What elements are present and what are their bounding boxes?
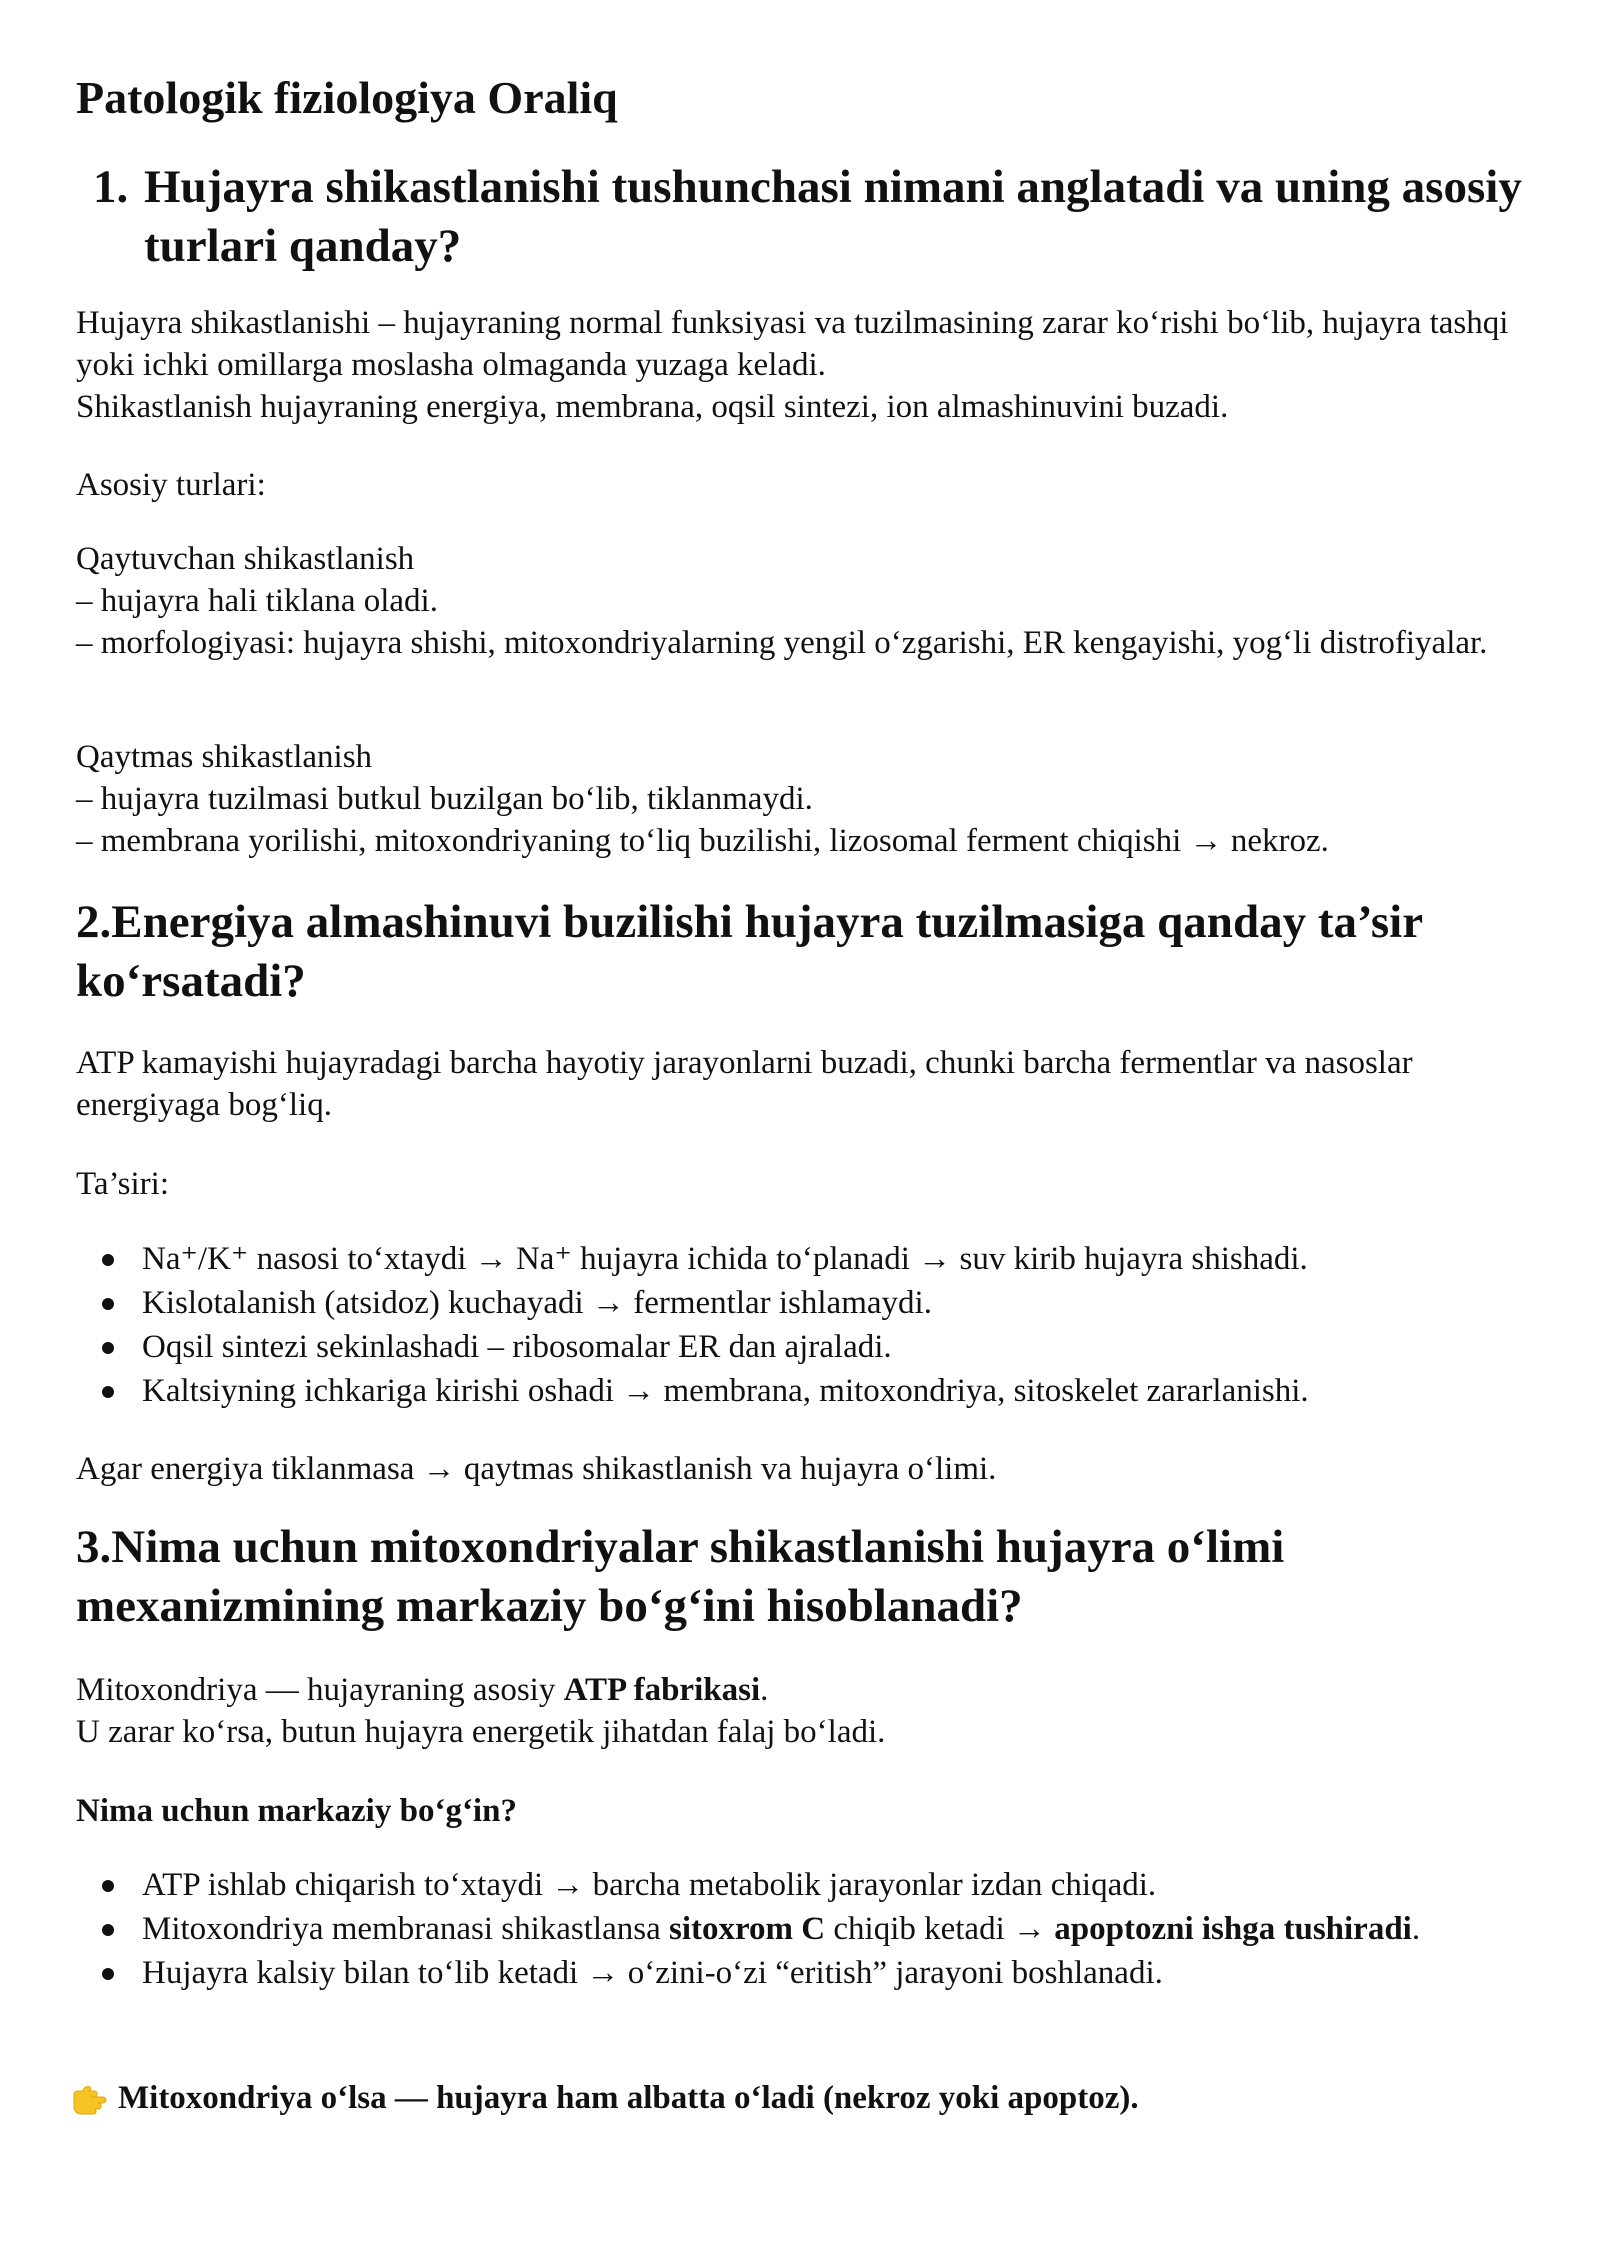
q2-bullet-1: Na⁺/K⁺ nasosi to‘xtaydi → Na⁺ hujayra ichida to‘planadi → suv kirib hujayra shishadi.: [142, 1241, 1308, 1277]
q1-paragraph-2: Shikastlanish hujayraning energiya, membrana, oqsil sintezi, ion almashinuvini buzadi.: [76, 389, 1229, 425]
q3-paragraph-2: U zarar ko‘rsa, butun hujayra energetik jihatdan falaj bo‘ladi.: [76, 1714, 886, 1750]
q1-reversible-title: Qaytuvchan shikastlanish: [76, 541, 415, 577]
q3-intro-block: [76, 1669, 1536, 1753]
q2-bullet-3: Oqsil sintezi sekinlashadi – ribosomalar ER dan ajraladi.: [142, 1329, 892, 1365]
bullet-icon: [102, 1880, 114, 1892]
list-item: [140, 1863, 1536, 1907]
list-item: [140, 1325, 1536, 1369]
question-3-title: 3.Nima uchun mitoxondriyalar shikastlanishi hujayra o‘limi mexanizmining markaziy bo‘g‘ini hisoblanadi?: [76, 1521, 1285, 1632]
bullet-icon: [102, 1968, 114, 1980]
q3-paragraph-1-end: .: [760, 1672, 769, 1708]
q2-effects-label: Ta’siri:: [76, 1166, 170, 1202]
q2-intro-block: [76, 1042, 1536, 1126]
q1-types-label: Asosiy turlari:: [76, 467, 266, 503]
question-1-title: 1. Hujayra shikastlanishi tushunchasi nimani anglatadi va uning asosiy turlari qanday?: [140, 158, 1536, 276]
q3-bullet-3: Hujayra kalsiy bilan to‘lib ketadi → o‘zini-o‘zi “eritish” jarayoni boshlanadi.: [142, 1955, 1163, 1991]
list-item: [140, 1951, 1536, 1995]
bullet-icon: [102, 1386, 114, 1398]
q1-irreversible-line-2: – membrana yorilishi, mitoxondriyaning to‘liq buzilishi, lizosomal ferment chiqishi → nekroz.: [76, 823, 1329, 859]
q3-atp-factory-text: ATP fabrikasi: [563, 1672, 761, 1708]
final-note-line: [72, 2077, 1532, 2119]
bullet-icon: [102, 1298, 114, 1310]
q3-paragraph-1-text: Mitoxondriya — hujayraning asosiy: [76, 1672, 564, 1708]
q3-reasons-list: [76, 1863, 1536, 1995]
bullet-icon: [102, 1254, 114, 1266]
q3-bullet-2-end: .: [1411, 1911, 1421, 1947]
q3-apoptosis-text: apoptozni ishga tushiradi: [1054, 1911, 1412, 1947]
q2-conclusion: Agar energiya tiklanmasa → qaytmas shikastlanish va hujayra o‘limi.: [76, 1451, 997, 1487]
q2-effects-list: [76, 1237, 1536, 1413]
q1-paragraph-1: Hujayra shikastlanishi – hujayraning normal funksiyasi va tuzilmasining zarar ko‘rishi bo‘lib, hujayra tashqi yoki ichki omillarga moslasha olmaganda yuzaga keladi.: [76, 305, 1509, 383]
q1-types-label-block: [76, 464, 1536, 506]
document-title: Patologik fiziologiya Oraliq: [76, 72, 618, 123]
q2-intro: ATP kamayishi hujayradagi barcha hayotiy jarayonlarni buzadi, chunki barcha fermentlar va nasoslar energiyaga bog‘liq.: [76, 1045, 1413, 1123]
q1-reversible-block: [76, 538, 1536, 664]
q3-bullet-2-middle: chiqib ketadi →: [825, 1911, 1055, 1947]
list-item: [140, 1907, 1536, 1951]
q2-bullet-2: Kislotalanish (atsidoz) kuchayadi → fermentlar ishlamaydi.: [142, 1285, 932, 1321]
list-item: [140, 1369, 1536, 1413]
q3-why-label: Nima uchun markaziy bo‘g‘in?: [76, 1793, 517, 1829]
q2-conclusion-block: [76, 1448, 1536, 1490]
q3-paragraph-1: [76, 1669, 1536, 1711]
q1-irreversible-block: [76, 736, 1536, 862]
q2-bullet-4: Kaltsiyning ichkariga kirishi oshadi → membrana, mitoxondriya, sitoskelet zararlanishi.: [142, 1373, 1309, 1409]
question-2-heading: [76, 893, 1536, 1011]
q1-irreversible-title: Qaytmas shikastlanish: [76, 739, 373, 775]
q1-reversible-line-1: – hujayra hali tiklana oladi.: [76, 583, 438, 619]
final-note-text: Mitoxondriya o‘lsa — hujayra ham albatta o‘ladi (nekroz yoki apoptoz).: [118, 2080, 1139, 2116]
bullet-icon: [102, 1924, 114, 1936]
q3-bullet-2-text: Mitoxondriya membranasi shikastlansa: [142, 1911, 669, 1947]
q1-reversible-line-2: – morfologiyasi: hujayra shishi, mitoxondriyalarning yengil o‘zgarishi, ER kengayishi, yog‘li distrofiyalar.: [76, 625, 1488, 661]
q1-irreversible-line-1: – hujayra tuzilmasi butkul buzilgan bo‘lib, tiklanmaydi.: [76, 781, 813, 817]
q3-bullet-1: ATP ishlab chiqarish to‘xtaydi → barcha metabolik jarayonlar izdan chiqadi.: [142, 1867, 1157, 1903]
list-item: [140, 1237, 1536, 1281]
q2-effects-label-block: [76, 1163, 1536, 1205]
q3-cytochrome-text: sitoxrom C: [669, 1911, 826, 1947]
question-2-title: 2.Energiya almashinuvi buzilishi hujayra tuzilmasiga qanday ta’sir ko‘rsatadi?: [76, 896, 1423, 1007]
q1-definition: [76, 302, 1536, 428]
pointing-hand-icon: [72, 2081, 110, 2115]
q3-why-label-block: [76, 1790, 1536, 1832]
question-1-heading: [76, 158, 1536, 276]
q3-final-note: [72, 2077, 1532, 2119]
question-3-heading: [76, 1518, 1536, 1636]
bullet-icon: [102, 1342, 114, 1354]
list-item: [140, 1281, 1536, 1325]
